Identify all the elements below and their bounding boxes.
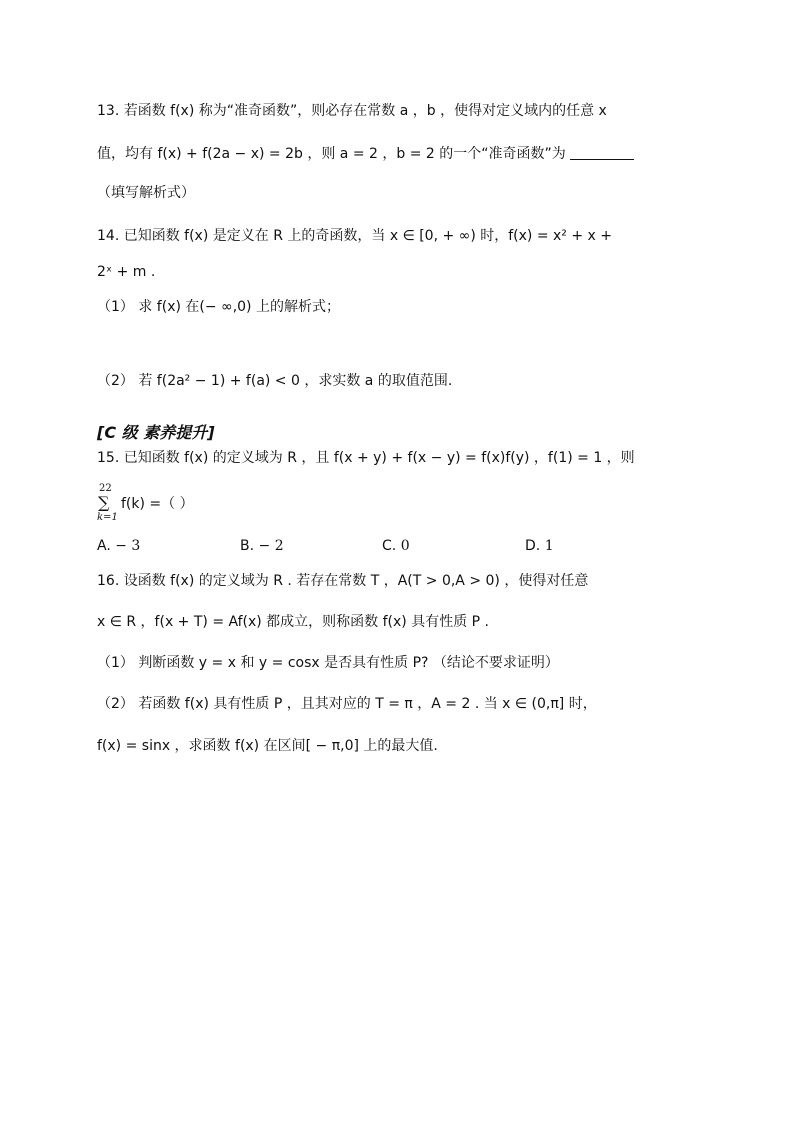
q13-line2-text: 值，均有 f(x) + f(2a − x) = 2b ，则 a = 2 ，b = 2 的一个“准奇函数”为 bbox=[97, 146, 566, 162]
q15-option-c bbox=[382, 536, 410, 556]
q13-line2 bbox=[97, 144, 634, 164]
sum-lower-limit: k=1 bbox=[97, 512, 118, 523]
q14-line1: 14. 已知函数 f(x) 是定义在 R 上的奇函数，当 x ∈ [0, + ∞) 时，f(x) = x² + x + bbox=[97, 228, 612, 244]
sum-upper-limit: 22 bbox=[99, 483, 112, 494]
q15-option-b bbox=[240, 536, 284, 556]
option-value: − 2 bbox=[258, 538, 284, 554]
option-value: − 3 bbox=[115, 538, 141, 554]
sum-symbol: ∑ bbox=[98, 493, 110, 512]
q13-line1: 13. 若函数 f(x) 称为“准奇函数”，则必存在常数 a ，b ，使得对定义域内的任意 x bbox=[97, 103, 607, 119]
q16-line1: 16. 设函数 f(x) 的定义域为 R . 若存在常数 T ，A(T > 0,A > 0) ，使得对任意 bbox=[97, 573, 589, 589]
option-value: 1 bbox=[544, 538, 554, 554]
q14-part2: （2） 若 f(2a² − 1) + f(a) < 0 ，求实数 a 的取值范围. bbox=[97, 373, 453, 389]
q16-part1: （1） 判断函数 y = x 和 y = cosx 是否具有性质 P? （结论不要求证明） bbox=[97, 655, 559, 671]
option-label: A. bbox=[97, 538, 111, 554]
q16-part2-cont: f(x) = sinx ，求函数 f(x) 在区间[ − π,0] 上的最大值. bbox=[97, 738, 438, 754]
q15-option-d bbox=[525, 536, 554, 556]
option-value: 0 bbox=[400, 538, 410, 554]
q16-line2: x ∈ R ，f(x + T) = Af(x) 都成立，则称函数 f(x) 具有性质 P . bbox=[97, 614, 490, 630]
section-heading: [C 级 素养提升] bbox=[97, 423, 215, 442]
option-label: B. bbox=[240, 538, 255, 554]
q15-option-a bbox=[97, 536, 140, 556]
q14-part1: （1） 求 f(x) 在(− ∞,0) 上的解析式； bbox=[97, 299, 340, 315]
q15-sum-expression: f(k) =（ ） bbox=[121, 496, 194, 512]
option-label: C. bbox=[382, 538, 397, 554]
q13-answer-blank bbox=[570, 145, 634, 160]
q15-line1: 15. 已知函数 f(x) 的定义域为 R ，且 f(x + y) + f(x − y) = f(x)f(y) ，f(1) = 1 ，则 bbox=[97, 450, 635, 466]
option-label: D. bbox=[525, 538, 541, 554]
q16-part2: （2） 若函数 f(x) 具有性质 P ，且其对应的 T = π ，A = 2 . 当 x ∈ (0,π] 时， bbox=[97, 696, 597, 712]
q14-line2: 2ˣ + m . bbox=[97, 264, 156, 280]
q13-line3: （填写解析式） bbox=[97, 185, 195, 201]
